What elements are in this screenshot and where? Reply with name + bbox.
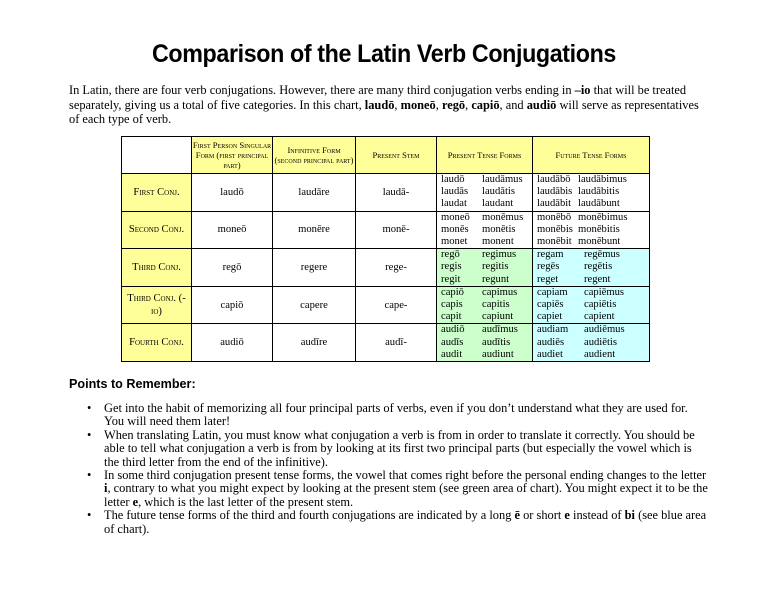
present-stem: audī- xyxy=(356,324,437,362)
form-line xyxy=(537,198,645,210)
header-present-stem: Present Stem xyxy=(356,137,437,174)
intro-separator: , xyxy=(465,97,472,112)
plural-form: regēmus xyxy=(584,249,620,261)
form-line xyxy=(537,274,645,286)
form-line xyxy=(441,224,528,236)
plural-form: laudāmus xyxy=(482,174,523,185)
singular-form: capiam xyxy=(537,286,568,298)
present-tense-forms xyxy=(437,211,533,249)
plural-form: monēbimus xyxy=(578,211,628,223)
form-line xyxy=(441,337,528,349)
intro-separator: , xyxy=(435,97,442,112)
singular-form: capis xyxy=(441,299,463,311)
singular-form: regō xyxy=(441,249,460,261)
example-verb: regō xyxy=(441,97,466,112)
singular-form: regis xyxy=(441,261,462,273)
table-row xyxy=(122,286,650,324)
point-text: Get into the habit of memorizing all four principal parts of verbs, even if you don’t understand what they are used for. You will need them later! xyxy=(104,401,688,429)
singular-form: audit xyxy=(441,348,463,360)
plural-form: laudātis xyxy=(482,186,515,198)
singular-form: audiam xyxy=(537,324,569,336)
present-stem: laudā- xyxy=(356,174,437,212)
singular-form: capiet xyxy=(537,311,563,323)
header-future-tense: Future Tense Forms xyxy=(533,137,650,174)
present-tense-forms xyxy=(437,324,533,362)
table-header-row xyxy=(122,137,650,174)
first-person-form: audiō xyxy=(192,324,273,362)
infinitive-form: monēre xyxy=(273,211,356,249)
row-label: Third Conj. (-io) xyxy=(122,286,192,324)
present-stem: cape- xyxy=(356,286,437,324)
plural-form: capiētis xyxy=(584,299,617,311)
plural-form: audiēmus xyxy=(584,324,625,336)
point-text: When translating Latin, you must know what conjugation a verb is from in order to translate it correctly. You should be able to tell what conjugation a verb is from by looking at its first two principal parts (but especially the vowel which is the third letter from the end of the infinitive). xyxy=(104,427,695,469)
point-text: , which is the last letter of the present stem. xyxy=(138,494,354,509)
table-row xyxy=(122,249,650,287)
table-corner-cell xyxy=(122,137,192,174)
example-verb: laudō xyxy=(364,97,395,112)
singular-form: monēbō xyxy=(537,211,572,223)
example-verb: capiō xyxy=(471,97,500,112)
singular-form: reget xyxy=(537,273,559,285)
example-verb: moneō xyxy=(400,97,436,112)
bullet-icon: • xyxy=(87,508,92,523)
bullet-icon: • xyxy=(87,468,92,483)
header-present-tense: Present Tense Forms xyxy=(437,137,533,174)
first-person-form: capiō xyxy=(192,286,273,324)
singular-form: laudābit xyxy=(537,198,572,210)
singular-form: audiēs xyxy=(537,336,565,348)
form-line xyxy=(537,236,645,248)
singular-form: audiet xyxy=(537,348,563,360)
singular-form: monēs xyxy=(441,223,469,235)
form-line xyxy=(537,324,645,336)
form-line xyxy=(441,311,528,323)
form-line xyxy=(441,274,528,286)
infinitive-form: laudāre xyxy=(273,174,356,212)
point-letter: e xyxy=(132,494,139,509)
point-text: (see blue area of chart). xyxy=(104,508,707,536)
plural-form: audiētis xyxy=(584,336,617,348)
form-line xyxy=(441,236,528,248)
form-line xyxy=(441,349,528,361)
intro-separator: , xyxy=(394,97,401,112)
plural-form: audient xyxy=(584,348,616,360)
plural-form: capiunt xyxy=(482,311,514,323)
singular-form: laudābis xyxy=(537,186,573,198)
future-tense-forms xyxy=(533,174,650,212)
future-tense-forms xyxy=(533,211,650,249)
infinitive-form: capere xyxy=(273,286,356,324)
plural-form: laudābimus xyxy=(578,174,627,185)
future-tense-forms xyxy=(533,249,650,287)
form-line xyxy=(441,212,528,224)
list-item xyxy=(69,509,709,536)
point-text: or short xyxy=(520,508,565,523)
intro-text: In Latin, there are four verb conjugations. However, there are many third conjugation verbs ending in xyxy=(69,83,575,97)
form-line xyxy=(537,212,645,224)
intro-paragraph xyxy=(69,83,709,127)
singular-form: regēs xyxy=(537,261,560,273)
list-item xyxy=(69,402,709,429)
row-label: Third Conj. xyxy=(122,249,192,287)
singular-form: laudābō xyxy=(537,174,571,185)
plural-form: monētis xyxy=(482,223,516,235)
singular-form: laudat xyxy=(441,198,467,210)
present-stem: rege- xyxy=(356,249,437,287)
plural-form: laudant xyxy=(482,198,514,210)
point-letter: bi xyxy=(624,508,635,523)
plural-form: regitis xyxy=(482,261,509,273)
plural-form: laudābunt xyxy=(578,198,620,210)
intro-separator: , and xyxy=(499,97,527,112)
table-row xyxy=(122,211,650,249)
singular-form: monet xyxy=(441,236,468,248)
plural-form: regimus xyxy=(482,249,517,261)
form-line xyxy=(441,174,528,186)
form-line xyxy=(537,186,645,198)
present-stem: monē- xyxy=(356,211,437,249)
point-letter: ē xyxy=(514,508,520,523)
plural-form: capitis xyxy=(482,299,510,311)
table-row xyxy=(122,324,650,362)
list-item xyxy=(69,429,709,469)
form-line xyxy=(537,349,645,361)
future-tense-forms xyxy=(533,286,650,324)
intro-text: that will be treated separately, giving us a total of five categories. In this chart, xyxy=(69,83,687,112)
header-first-person: First Person Singular Form (first principal part) xyxy=(192,137,273,174)
form-line xyxy=(537,249,645,261)
form-line xyxy=(537,287,645,299)
example-verb: audiō xyxy=(526,97,557,112)
table-row xyxy=(122,174,650,212)
plural-form: monēmus xyxy=(482,211,524,223)
form-line xyxy=(537,337,645,349)
form-line xyxy=(537,224,645,236)
first-person-form: regō xyxy=(192,249,273,287)
conjugation-table xyxy=(121,136,650,362)
points-heading: Points to Remember: xyxy=(69,377,196,391)
singular-form: capiō xyxy=(441,286,464,298)
first-person-form: laudō xyxy=(192,174,273,212)
form-line xyxy=(441,198,528,210)
infinitive-form: regere xyxy=(273,249,356,287)
form-line xyxy=(537,261,645,273)
intro-io-ending: –io xyxy=(574,83,591,97)
page-title: Comparison of the Latin Verb Conjugations xyxy=(152,40,616,68)
form-line xyxy=(441,299,528,311)
plural-form: audītis xyxy=(482,336,511,348)
point-text: In some third conjugation present tense forms, the vowel that comes right before the personal ending changes to the letter xyxy=(104,468,707,483)
singular-form: capit xyxy=(441,311,462,323)
form-line xyxy=(537,311,645,323)
plural-form: regunt xyxy=(482,273,510,285)
singular-form: regam xyxy=(537,249,564,261)
list-item xyxy=(69,469,709,509)
plural-form: audiunt xyxy=(482,348,514,360)
point-letter: e xyxy=(564,508,570,523)
singular-form: moneō xyxy=(441,211,470,223)
intro-text: will serve as representatives of each type of verb. xyxy=(69,97,699,127)
plural-form: regent xyxy=(584,273,611,285)
singular-form: audīs xyxy=(441,336,464,348)
row-label: Fourth Conj. xyxy=(122,324,192,362)
points-list xyxy=(69,402,709,536)
infinitive-form: audīre xyxy=(273,324,356,362)
row-label: First Conj. xyxy=(122,174,192,212)
form-line xyxy=(441,324,528,336)
plural-form: monent xyxy=(482,236,514,248)
point-letter: i xyxy=(104,481,108,496)
point-text: The future tense forms of the third and fourth conjugations are indicated by a long xyxy=(104,508,515,523)
singular-form: capiēs xyxy=(537,299,564,311)
row-label: Second Conj. xyxy=(122,211,192,249)
plural-form: monēbitis xyxy=(578,223,620,235)
point-text: , contrary to what you might expect by looking at the present stem (see green area of chart). You might expect it to be the letter xyxy=(104,481,708,509)
form-line xyxy=(441,186,528,198)
singular-form: audiō xyxy=(441,324,465,336)
point-text: instead of xyxy=(569,508,625,523)
future-tense-forms xyxy=(533,324,650,362)
form-line xyxy=(537,174,645,186)
form-line xyxy=(441,261,528,273)
bullet-icon: • xyxy=(87,401,92,415)
plural-form: laudābitis xyxy=(578,186,620,198)
singular-form: laudās xyxy=(441,186,469,198)
form-line xyxy=(441,287,528,299)
plural-form: audīmus xyxy=(482,324,518,336)
present-tense-forms xyxy=(437,286,533,324)
plural-form: regētis xyxy=(584,261,613,273)
plural-form: capimus xyxy=(482,286,518,298)
bullet-icon: • xyxy=(87,427,92,442)
form-line xyxy=(537,299,645,311)
header-infinitive: Infinitive Form (second principal part) xyxy=(273,137,356,174)
present-tense-forms xyxy=(437,249,533,287)
singular-form: regit xyxy=(441,273,461,285)
first-person-form: moneō xyxy=(192,211,273,249)
singular-form: monēbit xyxy=(537,236,572,248)
present-tense-forms xyxy=(437,174,533,212)
plural-form: capiēmus xyxy=(584,286,625,298)
plural-form: capient xyxy=(584,311,615,323)
singular-form: monēbis xyxy=(537,223,573,235)
plural-form: monēbunt xyxy=(578,236,621,248)
singular-form: laudō xyxy=(441,174,465,185)
form-line xyxy=(441,249,528,261)
